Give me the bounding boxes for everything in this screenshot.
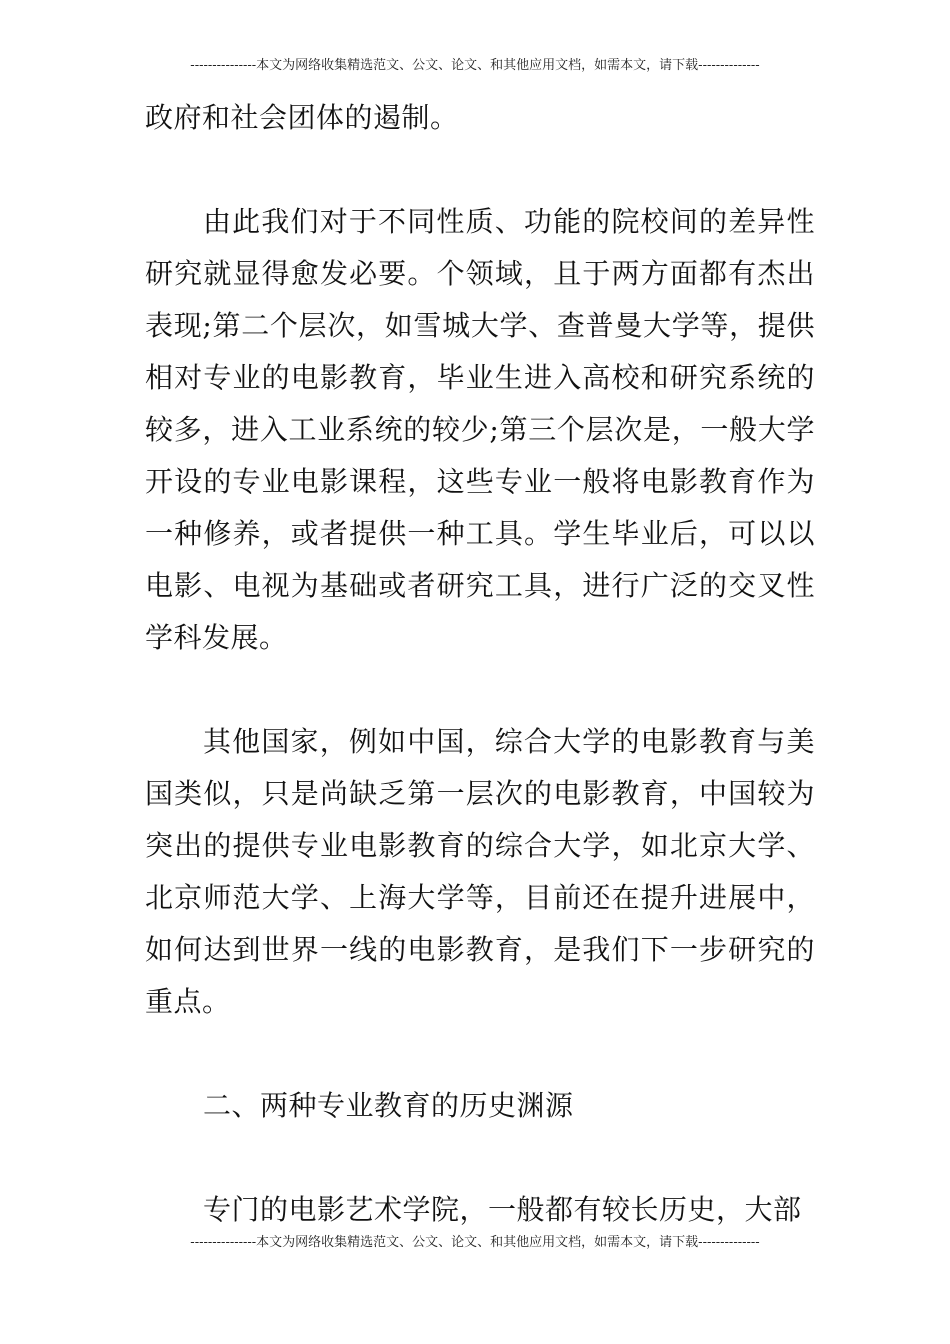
- document-body: [145, 92, 815, 1236]
- paragraph-spacer: [145, 144, 815, 196]
- paragraph-spacer: [145, 1132, 815, 1184]
- paragraph-spacer: [145, 664, 815, 716]
- paragraph-film-academies: 专门的电影艺术学院，一般都有较长历史，大部: [203, 1193, 802, 1226]
- paragraph-other-countries: 其他国家，例如中国，综合大学的电影教育与美国类似，只是尚缺乏第一层次的电影教育，中国较为突出的提供专业电影教育的综合大学，如北京大学、北京师范大学、上海大学等，目前还在提升进展中，如何达到世界一线的电影教育，是我们下一步研究的重点。: [145, 725, 815, 1018]
- page-header-banner: ---------------本文为网络收集精选范文、公文、论文、和其他应用文档，如需本文，请下载--------------: [190, 58, 760, 73]
- paragraph-differences-research: 由此我们对于不同性质、功能的院校间的差异性研究就显得愈发必要。个领域，且于两方面都有杰出表现;第二个层次，如雪城大学、查普曼大学等，提供相对专业的电影教育，毕业生进入高校和研究系统的较多，进入工业系统的较少;第三个层次是，一般大学开设的专业电影课程，这些专业一般将电影教育作为一种修养，或者提供一种工具。学生毕业后，可以以电影、电视为基础或者研究工具，进行广泛的交叉性学科发展。: [145, 205, 815, 654]
- page-footer-banner: ---------------本文为网络收集精选范文、公文、论文、和其他应用文档，如需本文，请下载--------------: [190, 1235, 760, 1250]
- section-heading: 二、两种专业教育的历史渊源: [203, 1089, 574, 1122]
- paragraph-continuation: 政府和社会团体的遏制。: [145, 101, 459, 134]
- paragraph-spacer: [145, 1028, 815, 1080]
